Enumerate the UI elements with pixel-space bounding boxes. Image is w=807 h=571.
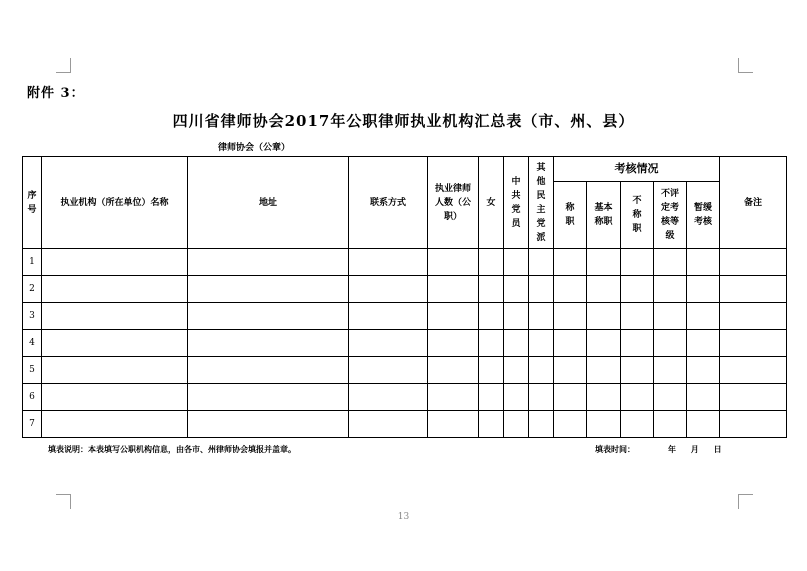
- table-cell: [554, 303, 587, 330]
- row-number: 2: [23, 276, 42, 303]
- table-cell: [621, 330, 654, 357]
- table-cell: [621, 276, 654, 303]
- table-cell: [188, 303, 349, 330]
- table-cell: [479, 303, 504, 330]
- table-cell: [621, 249, 654, 276]
- header-lawyer-count: 执业律师人数（公职）: [428, 157, 479, 249]
- row-number: 4: [23, 330, 42, 357]
- table-cell: [587, 384, 621, 411]
- table-cell: [621, 384, 654, 411]
- table-cell: [554, 384, 587, 411]
- header-assessment: 考核情况: [554, 157, 720, 182]
- table-cell: [504, 357, 529, 384]
- row-number: 1: [23, 249, 42, 276]
- table-row: [23, 330, 787, 357]
- table-cell: [554, 249, 587, 276]
- table-cell: [687, 330, 720, 357]
- row-number: 7: [23, 411, 42, 438]
- table-cell: [587, 249, 621, 276]
- table-cell: [188, 384, 349, 411]
- table-cell: [529, 249, 554, 276]
- table-cell: [428, 411, 479, 438]
- table-cell: [587, 411, 621, 438]
- table-cell: [349, 249, 428, 276]
- table-row: [23, 303, 787, 330]
- table-cell: [529, 357, 554, 384]
- table-cell: [554, 330, 587, 357]
- table-cell: [349, 303, 428, 330]
- table-cell: [504, 249, 529, 276]
- row-number: 6: [23, 384, 42, 411]
- table-cell: [554, 411, 587, 438]
- table-cell: [654, 276, 687, 303]
- table-cell: [479, 330, 504, 357]
- table-cell: [587, 303, 621, 330]
- footnote: 填表说明：本表填写公职机构信息，由各市、州律师协会填报并盖章。: [48, 444, 296, 454]
- table-cell: [42, 249, 188, 276]
- header-assessment-4: 暂缓考核: [687, 182, 720, 249]
- table-cell: [479, 276, 504, 303]
- table-cell: [42, 303, 188, 330]
- table-cell: [504, 276, 529, 303]
- table-cell: [349, 411, 428, 438]
- header-other-party: 其他民主党派: [529, 157, 554, 249]
- row-number: 3: [23, 303, 42, 330]
- table-cell: [504, 303, 529, 330]
- table-cell: [654, 303, 687, 330]
- table-cell: [687, 303, 720, 330]
- header-assessment-1: 基本称职: [587, 182, 621, 249]
- table-cell: [529, 276, 554, 303]
- table-cell: [188, 276, 349, 303]
- table-cell: [349, 276, 428, 303]
- table-cell: [188, 330, 349, 357]
- header-assessment-3: 不评定考核等级: [654, 182, 687, 249]
- header-remarks: 备注: [720, 157, 787, 249]
- table-cell: [587, 330, 621, 357]
- summary-table: [22, 156, 787, 438]
- table-cell: [529, 330, 554, 357]
- table-cell: [720, 303, 787, 330]
- table-row: [23, 276, 787, 303]
- table-cell: [42, 357, 188, 384]
- attachment-label: 附件 3：: [27, 86, 85, 101]
- table-cell: [428, 357, 479, 384]
- table-cell: [587, 276, 621, 303]
- table-cell: [349, 330, 428, 357]
- table-cell: [479, 384, 504, 411]
- header-ccp-member: 中共党员: [504, 157, 529, 249]
- table-cell: [349, 357, 428, 384]
- table-cell: [687, 357, 720, 384]
- table-cell: [654, 411, 687, 438]
- association-seal-label: 律师协会（公章）: [218, 143, 291, 153]
- table-cell: [42, 330, 188, 357]
- table-cell: [504, 330, 529, 357]
- table-cell: [188, 411, 349, 438]
- table-cell: [428, 276, 479, 303]
- table-cell: [554, 357, 587, 384]
- table-cell: [42, 411, 188, 438]
- table-cell: [654, 384, 687, 411]
- table-cell: [428, 303, 479, 330]
- table-cell: [529, 384, 554, 411]
- table-cell: [720, 330, 787, 357]
- table-cell: [504, 411, 529, 438]
- table-cell: [349, 384, 428, 411]
- table-row: [23, 357, 787, 384]
- table-cell: [42, 384, 188, 411]
- table-row: [23, 249, 787, 276]
- fill-time-label: 填表时间：: [595, 444, 635, 454]
- header-seq: 序号: [23, 157, 42, 249]
- table-cell: [621, 411, 654, 438]
- table-cell: [720, 357, 787, 384]
- header-assessment-2: 不称职: [621, 182, 654, 249]
- table-cell: [554, 276, 587, 303]
- table-cell: [479, 357, 504, 384]
- table-cell: [529, 303, 554, 330]
- table-cell: [42, 276, 188, 303]
- table-cell: [504, 384, 529, 411]
- header-assessment-0: 称职: [554, 182, 587, 249]
- table-cell: [720, 249, 787, 276]
- header-female: 女: [479, 157, 504, 249]
- table-cell: [529, 411, 554, 438]
- table-cell: [687, 384, 720, 411]
- table-cell: [621, 357, 654, 384]
- table-cell: [687, 411, 720, 438]
- table-cell: [621, 303, 654, 330]
- table-row: [23, 384, 787, 411]
- table-cell: [428, 384, 479, 411]
- crop-mark-bottom-left: [56, 494, 71, 509]
- table-cell: [687, 276, 720, 303]
- table-cell: [654, 357, 687, 384]
- table-cell: [479, 249, 504, 276]
- table-cell: [720, 276, 787, 303]
- table-row: [23, 411, 787, 438]
- table-cell: [654, 330, 687, 357]
- table-cell: [587, 357, 621, 384]
- table-cell: [428, 249, 479, 276]
- page-number: 13: [397, 512, 410, 522]
- table-cell: [188, 357, 349, 384]
- crop-mark-top-right: [738, 58, 753, 73]
- header-address: 地址: [188, 157, 349, 249]
- table-cell: [654, 249, 687, 276]
- table-cell: [687, 249, 720, 276]
- row-number: 5: [23, 357, 42, 384]
- header-org-name: 执业机构（所在单位）名称: [42, 157, 188, 249]
- crop-mark-top-left: [56, 58, 71, 73]
- table-cell: [428, 330, 479, 357]
- fill-date-units: 年 月 日: [668, 444, 722, 454]
- header-contact: 联系方式: [349, 157, 428, 249]
- table-cell: [479, 411, 504, 438]
- document-title: 四川省律师协会2017年公职律师执业机构汇总表（市、州、县）: [172, 112, 635, 130]
- crop-mark-bottom-right: [738, 494, 753, 509]
- table-cell: [720, 384, 787, 411]
- table-cell: [720, 411, 787, 438]
- table-cell: [188, 249, 349, 276]
